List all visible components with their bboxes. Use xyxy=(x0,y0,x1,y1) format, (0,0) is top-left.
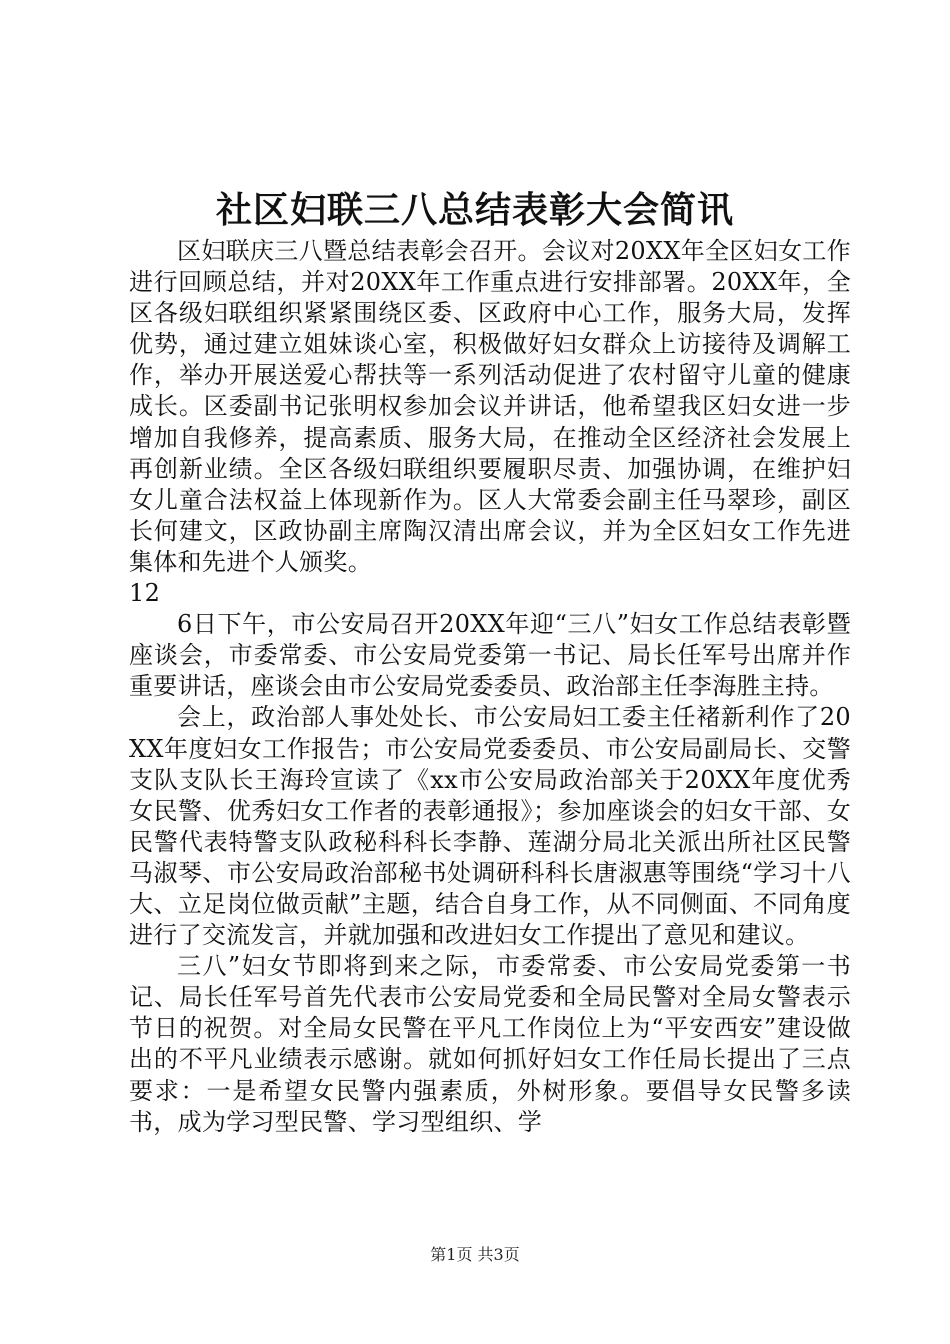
paragraph-5: 三八”妇女节即将到来之际，市委常委、市公安局党委第一书记、局长任军号首先代表市公安局党委和全局民警对全局女警表示节日的祝贺。对全局女民警在平凡工作岗位上为“平安西安”建设做出的不平凡业绩表示感谢。就如何抓好妇女工作任局长提出了三点要求：一是希望女民警内强素质，外树形象。要倡导女民警多读书，成为学习型民警、学习型组织、学 xyxy=(129,952,851,1136)
document-title: 社区妇联三八总结表彰大会简讯 xyxy=(215,189,734,231)
paragraph-4: 会上，政治部人事处处长、市公安局妇工委主任褚新利作了20XX年度妇女工作报告；市公安局党委委员、市公安局副局长、交警支队支队长王海玲宣读了《xx市公安局政治部关于20XX年度优秀女民警、优秀妇女工作者的表彰通报》；参加座谈会的妇女干部、女民警代表特警支队政秘科科长李静、莲湖分局北关派出所社区民警马淑琴、市公安局政治部秘书处调研科科长唐淑惠等围绕“学习十八大、立足岗位做贡献”主题，结合自身工作，从不同侧面、不同角度进行了交流发言，并就加强和改进妇女工作提出了意见和建议。 xyxy=(129,703,851,950)
page-footer: 第1页 共3页 xyxy=(430,1245,520,1264)
paragraph-3: 6日下午，市公安局召开20XX年迎“三八”妇女工作总结表彰暨座谈会，市委常委、市公安局党委第一书记、局长任军号出席并作重要讲话，座谈会由市公安局党委委员、政治部主任李海胜主持。 xyxy=(129,610,851,701)
paragraph-1: 区妇联庆三八暨总结表彰会召开。会议对20XX年全区妇女工作进行回顾总结，并对20XX年工作重点进行安排部署。20XX年，全区各级妇联组织紧紧围绕区委、区政府中心工作，服务大局，发挥优势，通过建立姐妹谈心室，积极做好妇女群众上访接待及调解工作，举办开展送爱心帮扶等一系列活动促进了农村留守儿童的健康成长。区委副书记张明权参加会议并讲话，他希望我区妇女进一步增加自我修养，提高素质、服务大局，在推动全区经济社会发展上再创新业绩。全区各级妇联组织要履职尽责、加强协调，在维护妇女儿童合法权益上体现新作为。区人大常委会副主任马翠珍，副区长何建文，区政协副主席陶汉清出席会议，并为全区妇女工作先进集体和先进个人颁奖。 xyxy=(129,237,851,576)
paragraph-2: 12 xyxy=(129,579,161,608)
document-body xyxy=(129,236,851,1138)
